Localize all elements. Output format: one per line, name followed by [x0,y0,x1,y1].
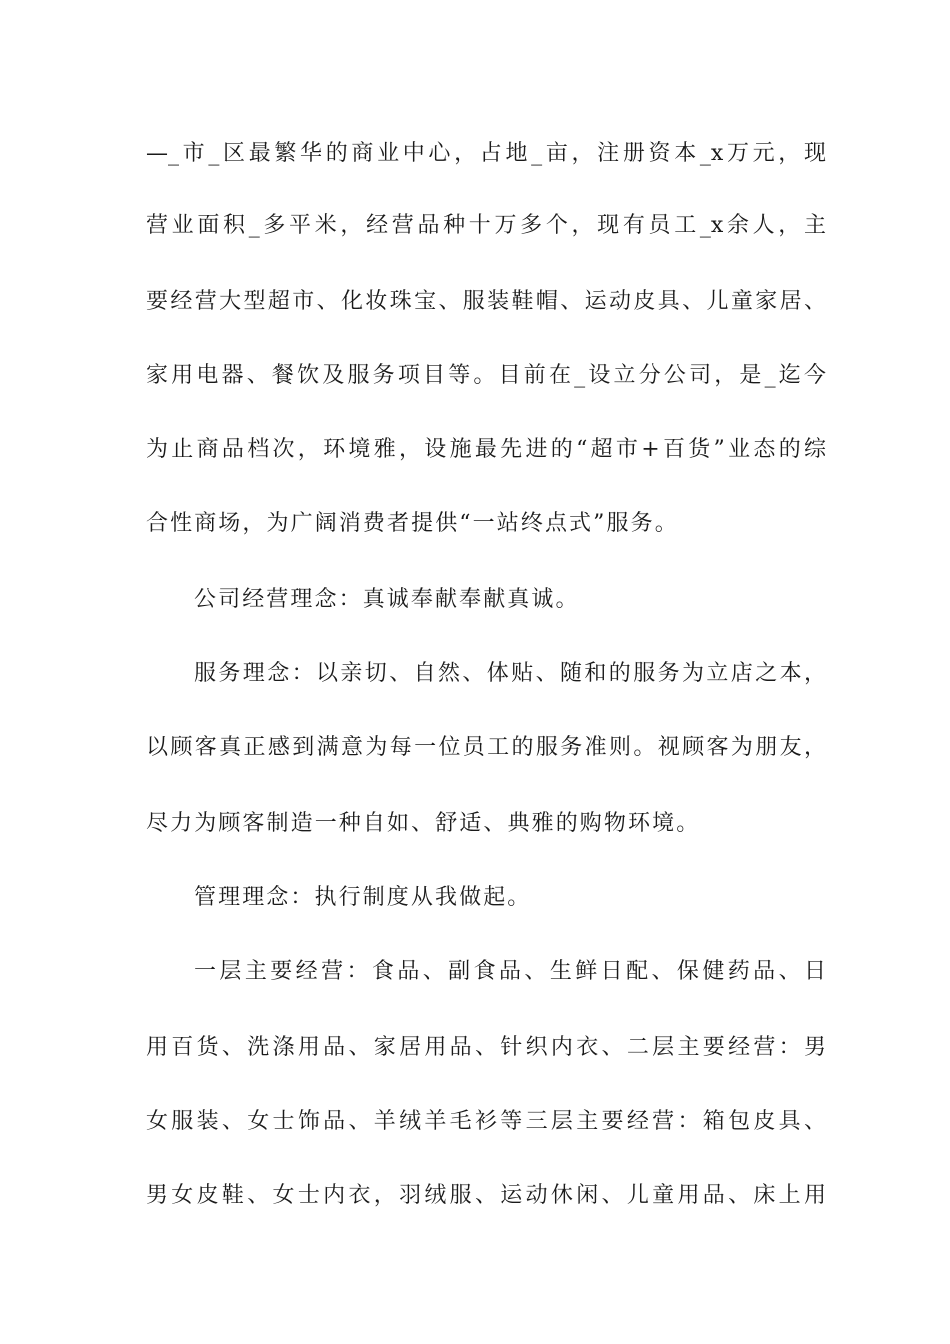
text-line: 尽力为顾客制造一种自如、舒适、典雅的购物环境。 [146,811,701,836]
paragraph-line: 一层主要经营：食品、副食品、生鲜日配、保健药品、日 [194,959,826,984]
text-line: 男女皮鞋、女士内衣，羽绒服、运动休闲、儿童用品、床上用 [146,1183,826,1208]
text-line: 为止商品档次，环境雅，设施最先进的“超市+百货”业态的综 [146,437,826,462]
text-line: 以顾客真正感到满意为每一位员工的服务准则。视顾客为朋友， [146,735,826,760]
text-line: 合性商场，为广阔消费者提供“一站终点式”服务。 [146,511,679,536]
text-line: 用百货、洗涤用品、家居用品、针织内衣、二层主要经营：男 [146,1035,826,1060]
text-line: 要经营大型超市、化妆珠宝、服装鞋帽、运动皮具、儿童家居、 [146,289,826,314]
text-line: 女服装、女士饰品、羊绒羊毛衫等三层主要经营：箱包皮具、 [146,1109,826,1134]
text-line: 家用电器、餐饮及服务项目等。目前在_设立分公司，是_迄今 [146,363,826,388]
paragraph-line: 服务理念：以亲切、自然、体贴、随和的服务为立店之本， [194,661,826,686]
text-line: —_市_区最繁华的商业中心，占地_亩，注册资本_x万元，现 [146,141,826,166]
text-line: 营业面积_多平米，经营品种十万多个，现有员工_x余人，主 [146,213,826,238]
paragraph-line: 公司经营理念：真诚奉献奉献真诚。 [194,587,580,612]
paragraph-line: 管理理念：执行制度从我做起。 [194,885,532,910]
